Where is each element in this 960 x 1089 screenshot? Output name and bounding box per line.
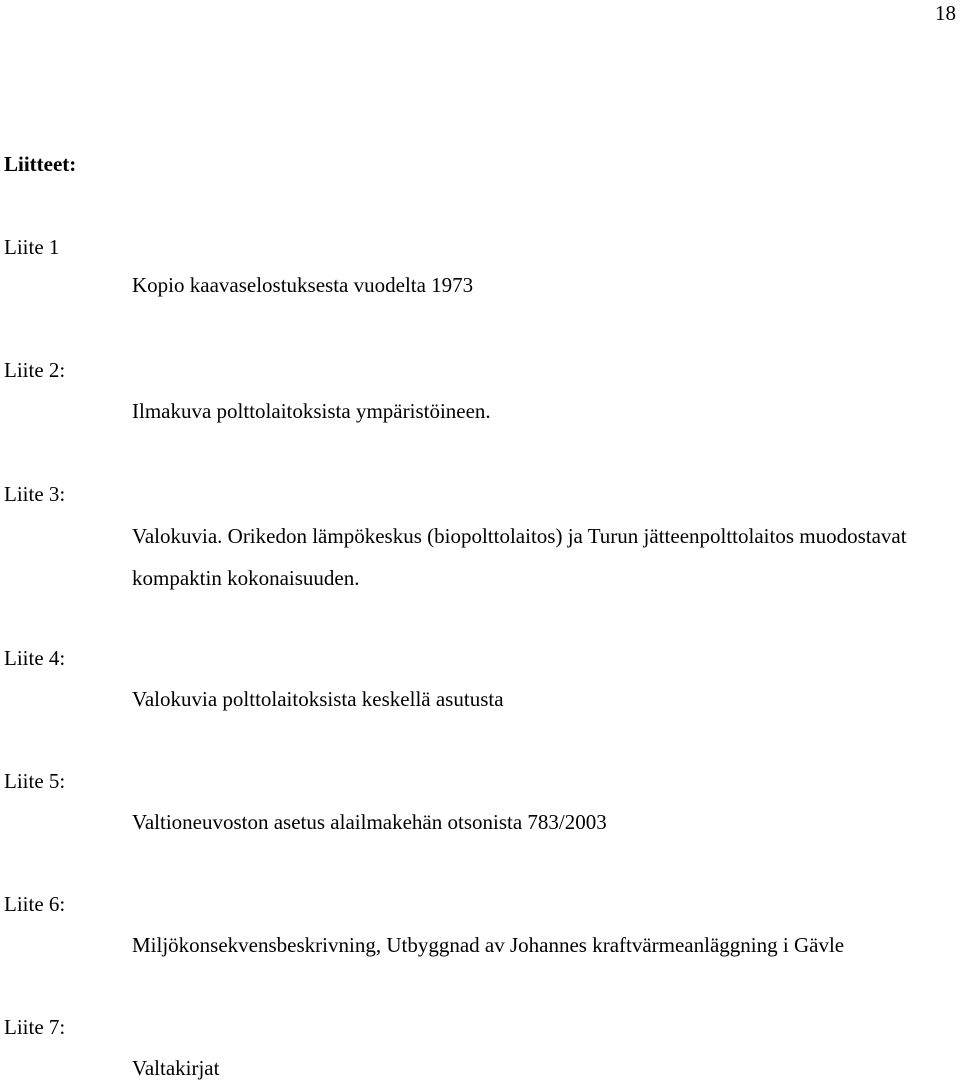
appendix-description: Kopio kaavaselostuksesta vuodelta 1973 xyxy=(132,273,474,297)
appendix-label: Liite 6: xyxy=(4,892,66,916)
appendix-description: Miljökonsekvensbeskrivning, Utbyggnad av Johannes kraftvärmeanläggning i Gävle xyxy=(132,933,845,957)
appendix-label: Liite 5: xyxy=(4,769,66,793)
appendix-description: Ilmakuva polttolaitoksista ympäristöineen. xyxy=(132,399,491,423)
appendix-description: Valtakirjat xyxy=(132,1056,220,1080)
appendix-label: Liite 2: xyxy=(4,358,66,382)
appendices-heading: Liitteet: xyxy=(4,152,77,176)
appendix-label: Liite 7: xyxy=(4,1015,66,1039)
appendix-label: Liite 1 xyxy=(4,235,60,259)
appendix-description: Valokuvia. Orikedon lämpökeskus (biopolttolaitos) ja Turun jätteenpolttolaitos muodostavat kompaktin kokonaisuuden. xyxy=(132,524,907,590)
appendix-label: Liite 4: xyxy=(4,646,66,670)
appendix-description: Valtioneuvoston asetus alailmakehän otsonista 783/2003 xyxy=(132,810,607,834)
appendix-label: Liite 3: xyxy=(4,482,66,506)
page-number: 18 xyxy=(935,1,956,25)
appendix-description: Valokuvia polttolaitoksista keskellä asutusta xyxy=(132,687,504,711)
